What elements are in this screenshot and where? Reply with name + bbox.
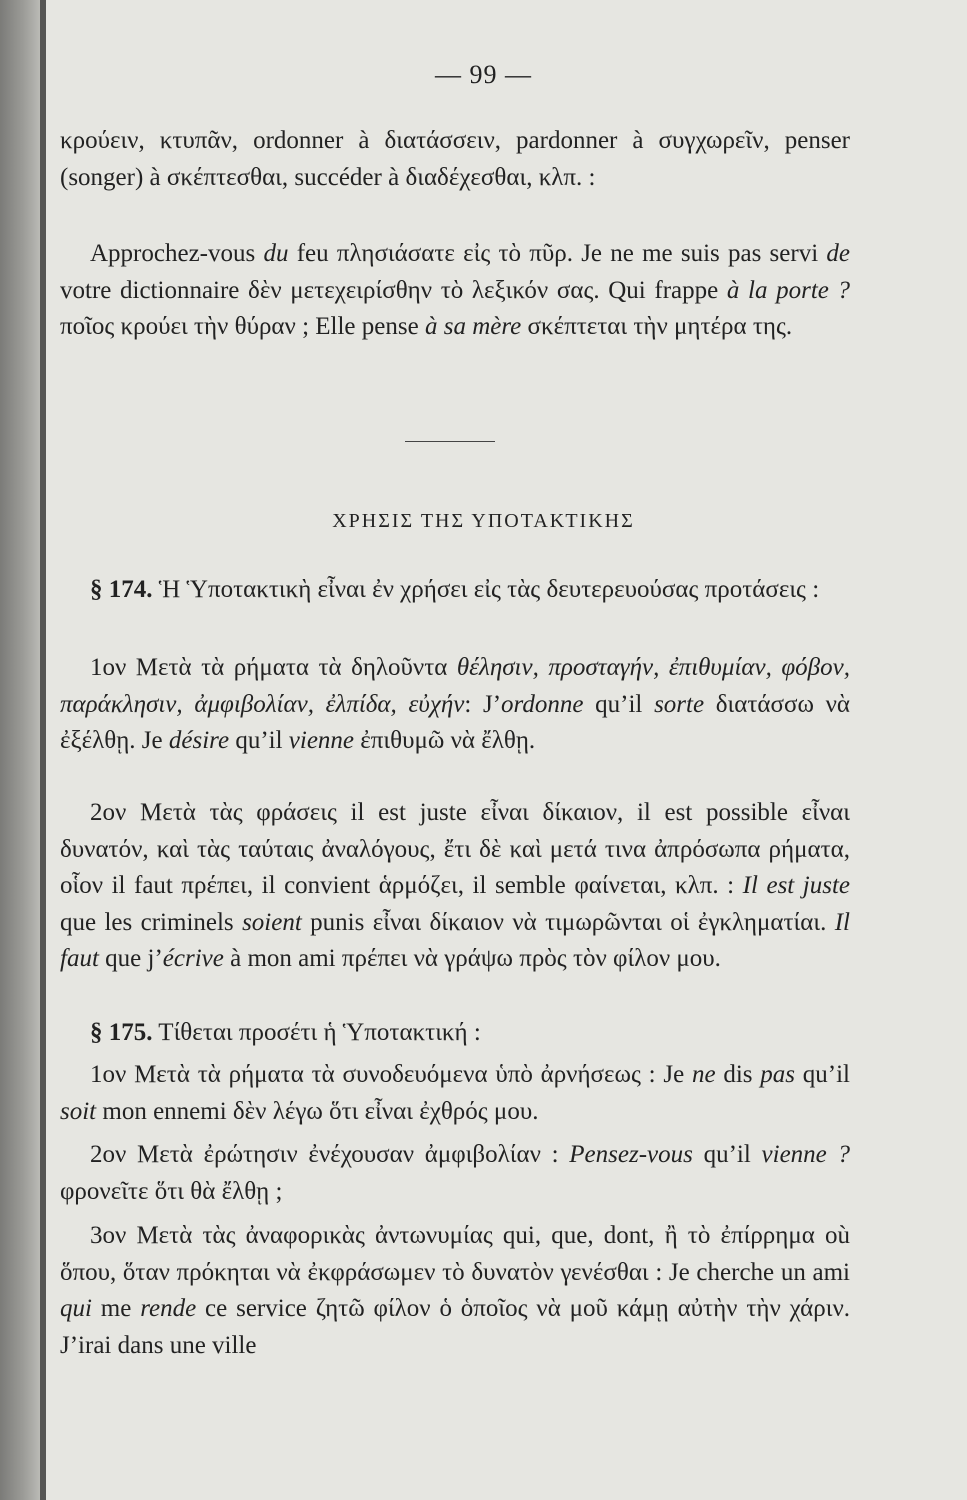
section-divider xyxy=(405,441,495,442)
text: ce service ζητῶ φίλον ὁ ὁποῖος νὰ μοῦ κάμῃ αὐτὴν τὴν χάριν. J’irai dans une ville xyxy=(60,1295,851,1359)
page-number: — 99 — xyxy=(435,60,532,89)
text-italic: sorte xyxy=(654,690,705,718)
text-italic: vienne ? xyxy=(761,1141,851,1168)
text: qu’il xyxy=(692,1141,762,1168)
text: qu’il xyxy=(795,1061,850,1088)
text: feu πλησιάσατε εἰς τὸ πῦρ. Je ne me suis pas servi xyxy=(288,240,827,267)
text: que j’ xyxy=(98,945,163,972)
section-174 xyxy=(60,572,850,609)
text-italic: écrive xyxy=(162,945,224,972)
text-italic: de xyxy=(826,240,850,267)
text: Τίθεται προσέτι ἡ Ὑποτακτική : xyxy=(152,1019,481,1046)
text: ποῖος κρούει τὴν θύραν ; Elle pense xyxy=(60,313,425,340)
text: 2ον Μετὰ ἐρώτησιν ἐνέχουσαν ἀμφιβολίαν : xyxy=(90,1141,570,1168)
paragraph-175-1 xyxy=(60,1057,850,1130)
text: qu’il xyxy=(229,727,289,754)
paragraph-174-1 xyxy=(60,650,850,760)
text-italic: à la porte ? xyxy=(726,276,850,304)
text: διατάσσω νὰ ἐξέλθῃ. Je xyxy=(60,690,851,754)
text-italic: vienne xyxy=(288,727,355,754)
text: σκέπτεται τὴν μητέρα της. xyxy=(521,313,793,340)
text: mon ennemi δὲν λέγω ὅτι εἶναι ἐχθρός μου. xyxy=(96,1097,539,1125)
text-italic: du xyxy=(263,240,289,267)
section-number: § 175. xyxy=(90,1019,153,1046)
paragraph-175-3 xyxy=(60,1218,850,1364)
section-175 xyxy=(60,1015,850,1052)
text: dis xyxy=(715,1061,761,1088)
text: 2ον Μετὰ τὰς φράσεις il est juste εἶναι δίκαιον, il est possible εἶναι δυνατόν, καὶ τὰς ταύταις ἀναλόγους, ἔτι δὲ καὶ μετά τινα ἀπρόσωπα ρήματα, οἷον il faut πρέπει, il convient ἁρμόζει, il semble φαίνεται, κλπ. : xyxy=(60,799,850,899)
text: 1ον Μετὰ τὰ ρήματα τὰ δηλοῦντα xyxy=(90,654,457,681)
text: : J’ xyxy=(464,690,502,718)
text: 3ον Μετὰ τὰς ἀναφορικὰς ἀντωνυμίας qui, que, dont, ἢ τὸ ἐπίρρημα où ὅπου, ὅταν πρόκηται νὰ ἐκφράσωμεν τὸ δυνατὸν γενέσθαι : Je cherche un ami xyxy=(60,1222,850,1286)
verb-list-text: κρούειν, κτυπᾶν, ordonner à διατάσσειν, pardonner à συγχωρεῖν, penser (songer) à σκέπτεσθαι, succéder à διαδέχεσθαι, κλπ. : xyxy=(60,127,850,191)
text: que les criminels xyxy=(60,908,243,936)
text-italic: soit xyxy=(60,1097,97,1125)
text: φρονεῖτε ὅτι θὰ ἔλθῃ ; xyxy=(60,1177,283,1205)
text-italic: θέλησιν, προσταγήν, ἐπιθυμίαν, φόβον, παράκλησιν, ἀμφιβολίαν, ἐλπίδα, εὐχήν xyxy=(60,654,850,718)
paragraph-examples xyxy=(60,236,850,346)
text: Ἡ Ὑποτακτικὴ εἶναι ἐν χρήσει εἰς τὰς δευτερευούσας προτάσεις : xyxy=(152,576,820,603)
text: 1ον Μετὰ τὰ ρήματα τὰ συνοδευόμενα ὑπὸ ἀρνήσεως : Je xyxy=(90,1061,692,1088)
text: ἐπιθυμῶ νὰ ἔλθῃ. xyxy=(354,727,536,754)
text-italic: Il faut xyxy=(60,908,850,972)
text: à mon ami πρέπει νὰ γράψω πρὸς τὸν φίλον μου. xyxy=(223,945,721,972)
paragraph-175-2 xyxy=(60,1137,850,1210)
text-italic: soient xyxy=(242,908,302,936)
paragraph-174-2 xyxy=(60,795,850,978)
text-italic: ne xyxy=(691,1061,716,1088)
text-italic: à sa mère xyxy=(424,313,522,340)
section-heading: ΧΡΗΣΙΣ ΤΗΣ ΥΠΟΤΑΚΤΙΚΗΣ xyxy=(332,510,635,532)
text: me xyxy=(91,1295,141,1322)
text-italic: Il est juste xyxy=(742,872,850,899)
book-gutter-shadow xyxy=(0,0,44,1500)
text: Approchez-vous xyxy=(90,240,264,267)
text-italic: Pensez-vous xyxy=(569,1141,693,1168)
text-italic: qui xyxy=(60,1295,92,1322)
text-italic: désire xyxy=(168,727,230,754)
text: qu’il xyxy=(583,690,655,718)
section-number: § 174. xyxy=(90,576,153,603)
paragraph-verbs-continued xyxy=(60,123,850,196)
text-italic: pas xyxy=(760,1061,795,1088)
text-italic: rende xyxy=(140,1295,197,1322)
text: votre dictionnaire δὲν μετεχειρίσθην τὸ λεξικόν σας. Qui frappe xyxy=(60,276,727,304)
text-italic: ordonne xyxy=(501,690,584,718)
text: punis εἶναι δίκαιον νὰ τιμωρῶνται οἱ ἐγκληματίαι. xyxy=(301,908,835,936)
